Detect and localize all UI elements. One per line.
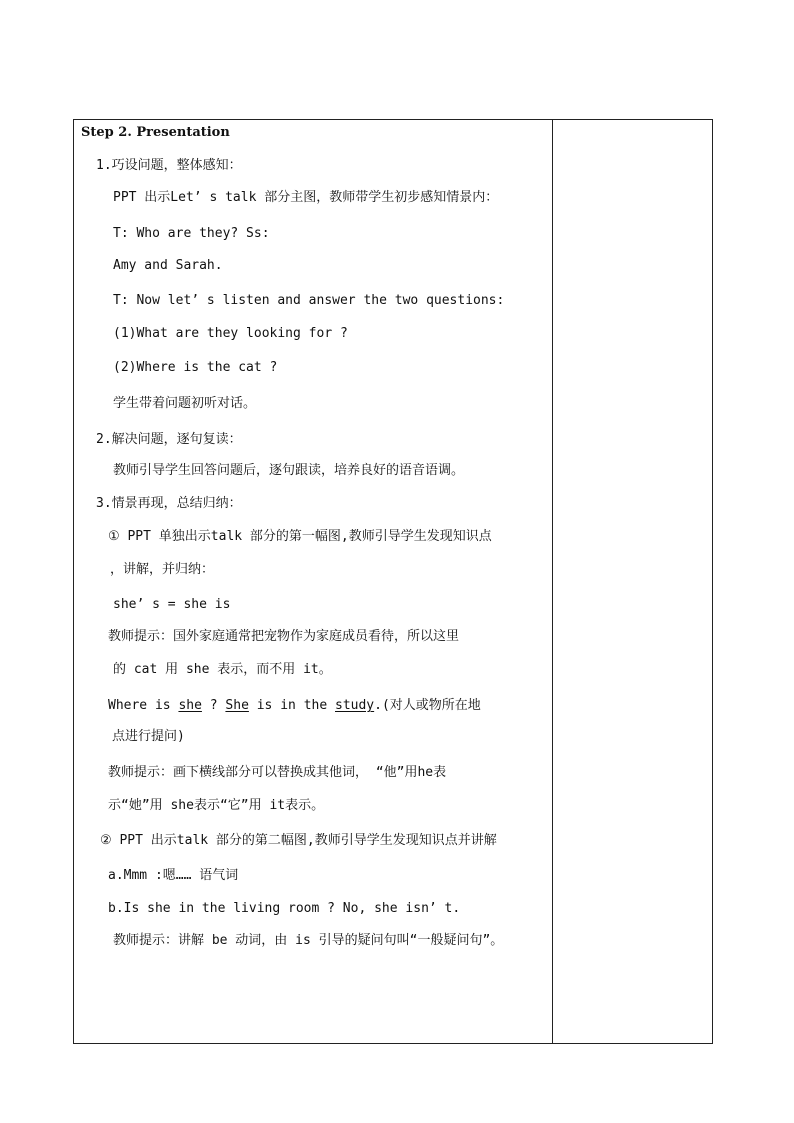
point-1-line-1: ① PPT 单独出示talk 部分的第一幅图,教师引导学生发现知识点 [108,529,492,544]
shes-contraction: she’ s = she is [113,597,231,612]
underlined-she: she [178,698,202,713]
column-divider [552,120,553,1043]
where-sentence-line-2: 点进行提问) [112,729,185,744]
where-sentence [108,698,481,714]
section-1-line: 学生带着问题初听对话。 [113,396,257,411]
section-2-title: 2.解决问题，逐句复读： [96,432,242,447]
section-1-line: (2)Where is the cat ? [113,360,278,375]
point-2-line-1: ② PPT 出示talk 部分的第二幅图,教师引导学生发现知识点并讲解 [100,833,497,848]
tip-1-line-1: 教师提示：国外家庭通常把宠物作为家庭成员看待，所以这里 [108,629,460,644]
where-post: .(对人或物所在地 [374,698,481,713]
item-b: b.Is she in the living room ? No, she isn’ t. [108,901,461,916]
section-1-line: T: Who are they? Ss: [113,226,270,241]
section-1-line: T: Now let’ s listen and answer the two questions: [113,293,505,308]
section-1-title: 1.巧设问题，整体感知： [96,158,242,173]
item-a: a.Mmm :嗯…… 语气词 [108,868,239,883]
where-mid: ? [201,698,226,713]
underlined-study: study [335,698,375,713]
section-3-title: 3.情景再现，总结归纳： [96,496,242,511]
underlined-she-capital: She [225,698,249,713]
tip-3: 教师提示：讲解 be 动词，由 is 引导的疑问句叫“一般疑问句”。 [113,933,504,948]
section-1-line: (1)What are they looking for ? [113,326,348,341]
section-1-line: Amy and Sarah. [113,258,223,273]
section-1-line: PPT 出示Let’ s talk 部分主图，教师带学生初步感知情景内： [113,190,499,205]
tip-2-line-1: 教师提示：画下横线部分可以替换成其他词， “他”用he表 [108,765,447,780]
section-2-line: 教师引导学生回答问题后，逐句跟读，培养良好的语音语调。 [113,463,465,478]
step-title: Step 2. Presentation [81,125,230,140]
where-pre: Where is [108,698,179,713]
tip-1-line-2: 的 cat 用 she 表示，而不用 it。 [113,662,332,677]
tip-2-line-2: 示“她”用 she表示“它”用 it表示。 [108,798,325,813]
point-1-line-2: ，讲解，并归纳： [110,562,215,577]
where-is-in: is in the [248,698,335,713]
